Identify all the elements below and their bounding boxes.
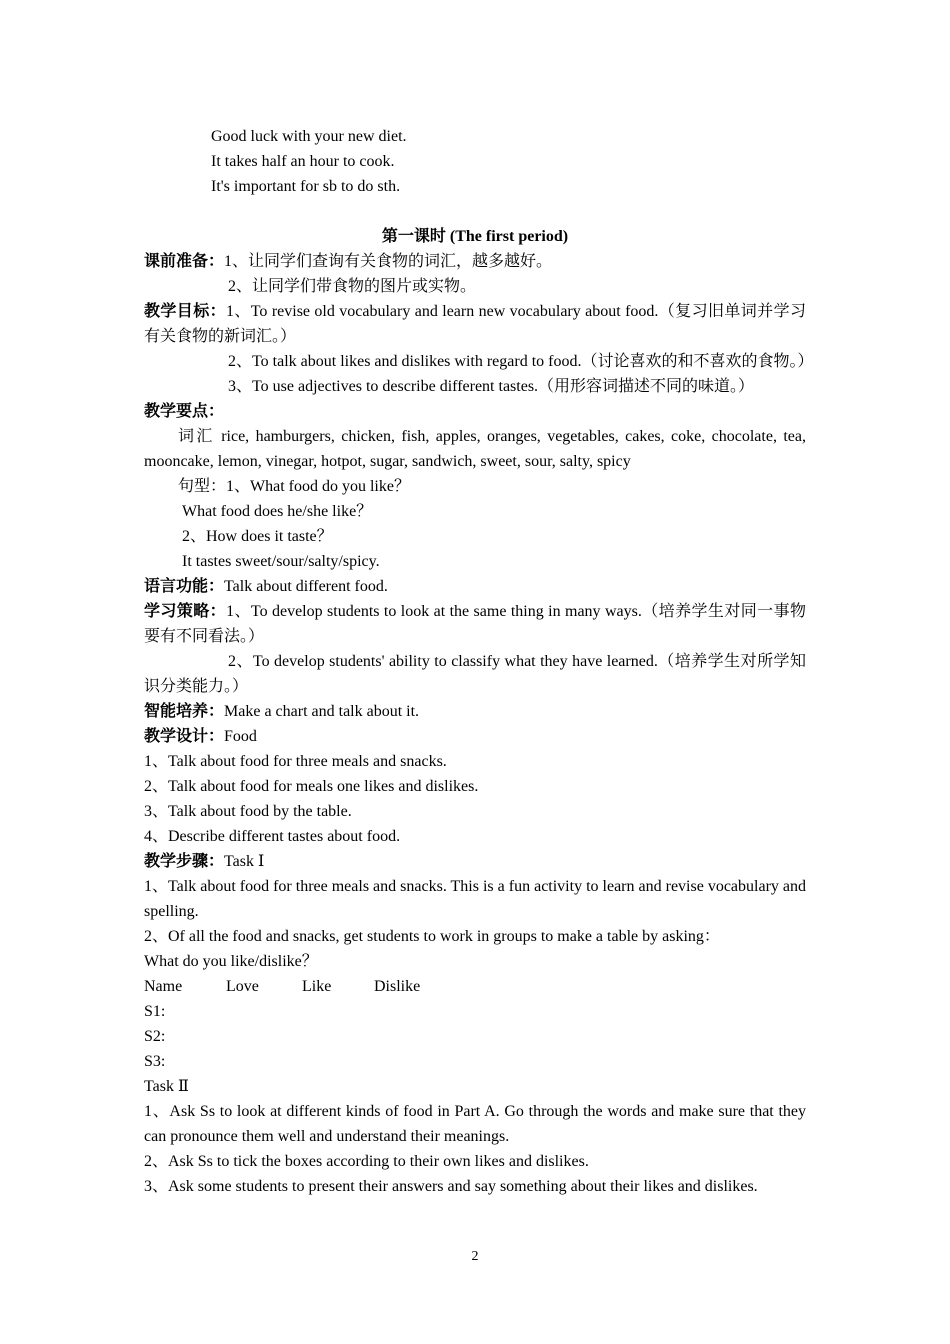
prep-label: 课前准备： (144, 253, 225, 270)
pattern-2: 2、How does it taste？ (182, 528, 333, 545)
pattern-1: 句型：1、What food do you like？ (178, 478, 410, 495)
table-row: S3: (144, 1053, 166, 1070)
goal-item-2: 2、To talk about likes and dislikes with regard to food.（讨论喜欢的和不喜欢的食物。） (228, 353, 814, 370)
intro-line: Good luck with your new diet. (211, 128, 407, 145)
design-item: 4、Describe different tastes about food. (144, 828, 401, 845)
design-item: 2、Talk about food for meals one likes and dislikes. (144, 778, 479, 795)
design-item: 3、Talk about food by the table. (144, 803, 352, 820)
pattern-2b: It tastes sweet/sour/salty/spicy. (182, 553, 380, 570)
question-line: What do you like/dislike？ (144, 953, 318, 970)
table-header-name: Name (144, 978, 183, 995)
strategy-label: 学习策略： (144, 603, 227, 620)
ability-line: 智能培养：Make a chart and talk about it. (144, 703, 420, 720)
strategy-item-1: 学习策略：1、To develop students to look at the same thing in many ways.（培养学生对同一事物要有不同看法。） (144, 603, 806, 645)
task2-item-1: 1、Ask Ss to look at different kinds of food in Part A. Go through the words and make sure that they can pronounce them well and understand their meanings. (144, 1103, 806, 1145)
prep-item-1: 课前准备：1、让同学们查询有关食物的词汇，越多越好。 (144, 253, 553, 270)
function-line: 语言功能：Talk about different food. (144, 578, 388, 595)
key-points-label: 教学要点： (144, 403, 225, 420)
table-row: S2: (144, 1028, 166, 1045)
goals-label: 教学目标： (144, 303, 226, 320)
table-row: S1: (144, 1003, 166, 1020)
document-body (144, 124, 814, 1199)
task2-title: Task Ⅱ (144, 1078, 189, 1095)
page-number: 2 (471, 1249, 479, 1264)
table-header-love: Love (226, 978, 259, 995)
ability-label: 智能培养： (144, 703, 225, 720)
task2-item-3: 3、Ask some students to present their answers and say something about their likes and dislikes. (144, 1178, 758, 1195)
steps-label: 教学步骤： (144, 853, 225, 870)
task1-item-2: 2、Of all the food and snacks, get students to work in groups to make a table by asking： (144, 928, 720, 945)
design-item: 1、Talk about food for three meals and snacks. (144, 753, 447, 770)
pattern-1b: What food does he/she like？ (182, 503, 373, 520)
task2-item-2: 2、Ask Ss to tick the boxes according to their own likes and dislikes. (144, 1153, 589, 1170)
vocab-line: 词汇 rice, hamburgers, chicken, fish, apples, oranges, vegetables, cakes, coke, chocolate, tea, mooncake, lemon, vinegar, hotpot, sugar, sandwich, sweet, sour, salty, spicy (144, 428, 806, 470)
strategy-item-2: 2、To develop students' ability to classify what they have learned.（培养学生对所学知识分类能力。） (144, 653, 806, 695)
task1-item-1: 1、Talk about food for three meals and snacks. This is a fun activity to learn and revise vocabulary and spelling. (144, 878, 806, 920)
steps-line: 教学步骤：Task Ⅰ (144, 853, 265, 870)
table-header-dislike: Dislike (374, 978, 421, 995)
table-header-row (144, 974, 806, 999)
prep-item-2: 2、让同学们带食物的图片或实物。 (228, 278, 477, 295)
function-label: 语言功能： (144, 578, 225, 595)
goal-item-3: 3、To use adjectives to describe different tastes.（用形容词描述不同的味道。） (228, 378, 755, 395)
intro-line: It takes half an hour to cook. (211, 153, 395, 170)
design-line: 教学设计：Food (144, 728, 257, 745)
table-header-like: Like (302, 978, 332, 995)
intro-line: It's important for sb to do sth. (211, 178, 401, 195)
goal-item-1: 教学目标：1、To revise old vocabulary and learn new vocabulary about food.（复习旧单词并学习有关食物的新词汇。） (144, 303, 806, 345)
design-label: 教学设计： (144, 728, 225, 745)
section-title: 第一课时 (The first period) (381, 228, 569, 245)
